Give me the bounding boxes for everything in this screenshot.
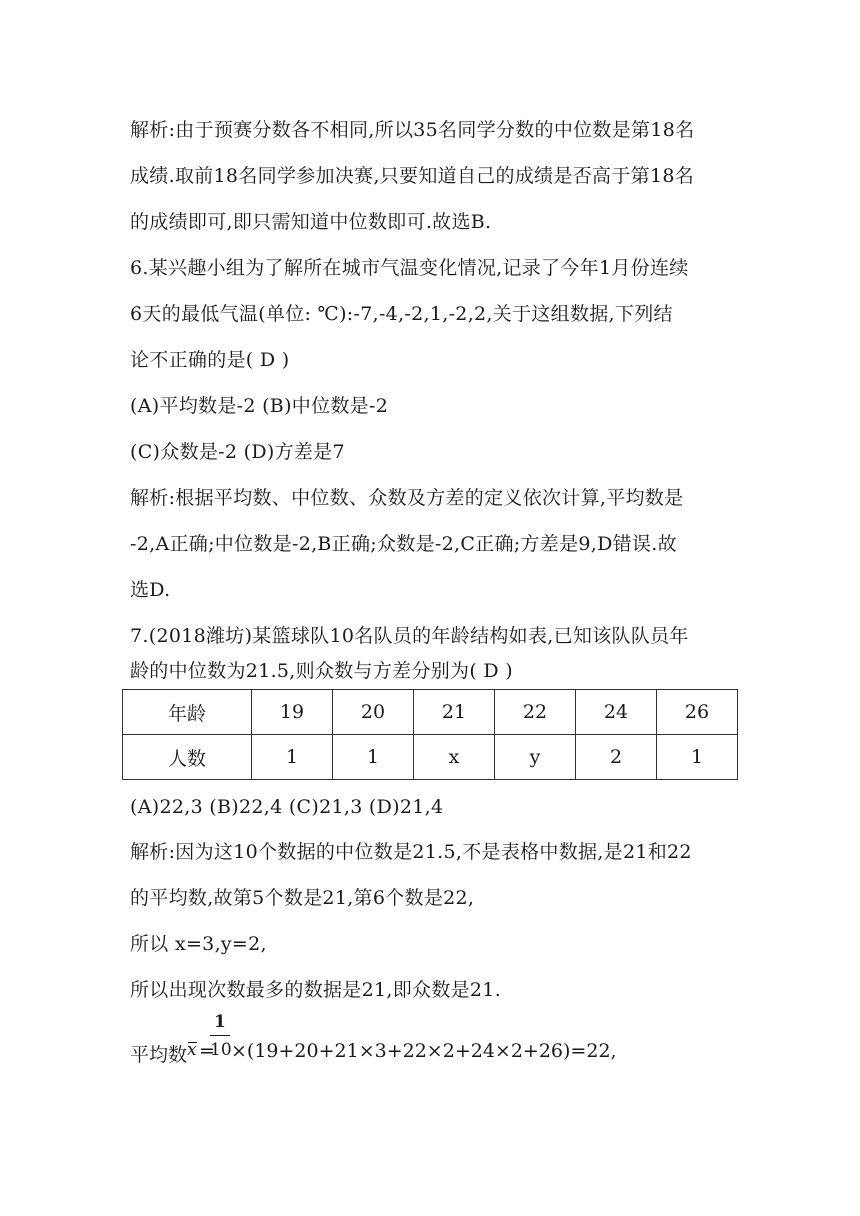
table-cell: x — [414, 735, 495, 780]
question-6-line: 6天的最低气温(单位: ℃):-7,-4,-2,1,-2,2,关于这组数据,下列结 — [130, 303, 673, 325]
formula-expression: ×(19+20+21×3+22×2+24×2+26)=22, — [231, 1040, 617, 1062]
text-line: 成绩.取前18名同学参加决赛,只要知道自己的成绩是否高于第18名 — [130, 165, 695, 187]
fraction-denominator: 10 — [210, 1040, 232, 1060]
equals-sign: = — [199, 1040, 215, 1062]
question-7-options: (A)22,3 (B)22,4 (C)21,3 (D)21,4 — [130, 796, 444, 818]
solution-line: -2,A正确;中位数是-2,B正确;众数是-2,C正确;方差是9,D错误.故 — [130, 533, 677, 555]
table-cell: y — [495, 735, 576, 780]
table-header-cell: 人数 — [123, 735, 252, 780]
table-cell: 2 — [576, 735, 657, 780]
table-cell: 1 — [657, 735, 738, 780]
table-row — [123, 735, 738, 780]
table-cell: 26 — [657, 690, 738, 735]
text-line: 的成绩即可,即只需知道中位数即可.故选B. — [130, 211, 492, 233]
question-6-options: (A)平均数是-2 (B)中位数是-2 — [130, 395, 389, 417]
question-7-line: 龄的中位数为21.5,则众数与方差分别为( D ) — [130, 660, 513, 682]
solution-line: 的平均数,故第5个数是21,第6个数是22, — [130, 887, 475, 909]
fraction-numerator: 1 — [214, 1012, 226, 1032]
table-cell: 1 — [333, 735, 414, 780]
text-line: 解析:由于预赛分数各不相同,所以35名同学分数的中位数是第18名 — [130, 119, 695, 141]
formula-label: 平均数 — [130, 1044, 188, 1066]
table-header-cell: 年龄 — [123, 690, 252, 735]
fraction-bar — [210, 1035, 230, 1036]
table-cell: 22 — [495, 690, 576, 735]
question-6-options: (C)众数是-2 (D)方差是7 — [130, 441, 345, 463]
solution-line: 解析:根据平均数、中位数、众数及方差的定义依次计算,平均数是 — [130, 487, 684, 509]
table-cell: 19 — [252, 690, 333, 735]
solution-line: 选D. — [130, 579, 171, 601]
table-cell: 24 — [576, 690, 657, 735]
table-cell: 21 — [414, 690, 495, 735]
solution-line: 所以 x=3,y=2, — [130, 933, 267, 955]
table-cell: 1 — [252, 735, 333, 780]
table-cell: 20 — [333, 690, 414, 735]
age-table — [122, 689, 738, 780]
question-6-line: 6.某兴趣小组为了解所在城市气温变化情况,记录了今年1月份连续 — [130, 257, 689, 279]
question-6-line: 论不正确的是( D ) — [130, 349, 290, 371]
x-bar-symbol: x — [187, 1040, 197, 1060]
solution-line: 所以出现次数最多的数据是21,即众数是21. — [130, 979, 502, 1001]
question-7-line: 7.(2018潍坊)某篮球队10名队员的年龄结构如表,已知该队队员年 — [130, 625, 689, 647]
solution-line: 解析:因为这10个数据的中位数是21.5,不是表格中数据,是21和22 — [130, 841, 692, 863]
table-row — [123, 690, 738, 735]
